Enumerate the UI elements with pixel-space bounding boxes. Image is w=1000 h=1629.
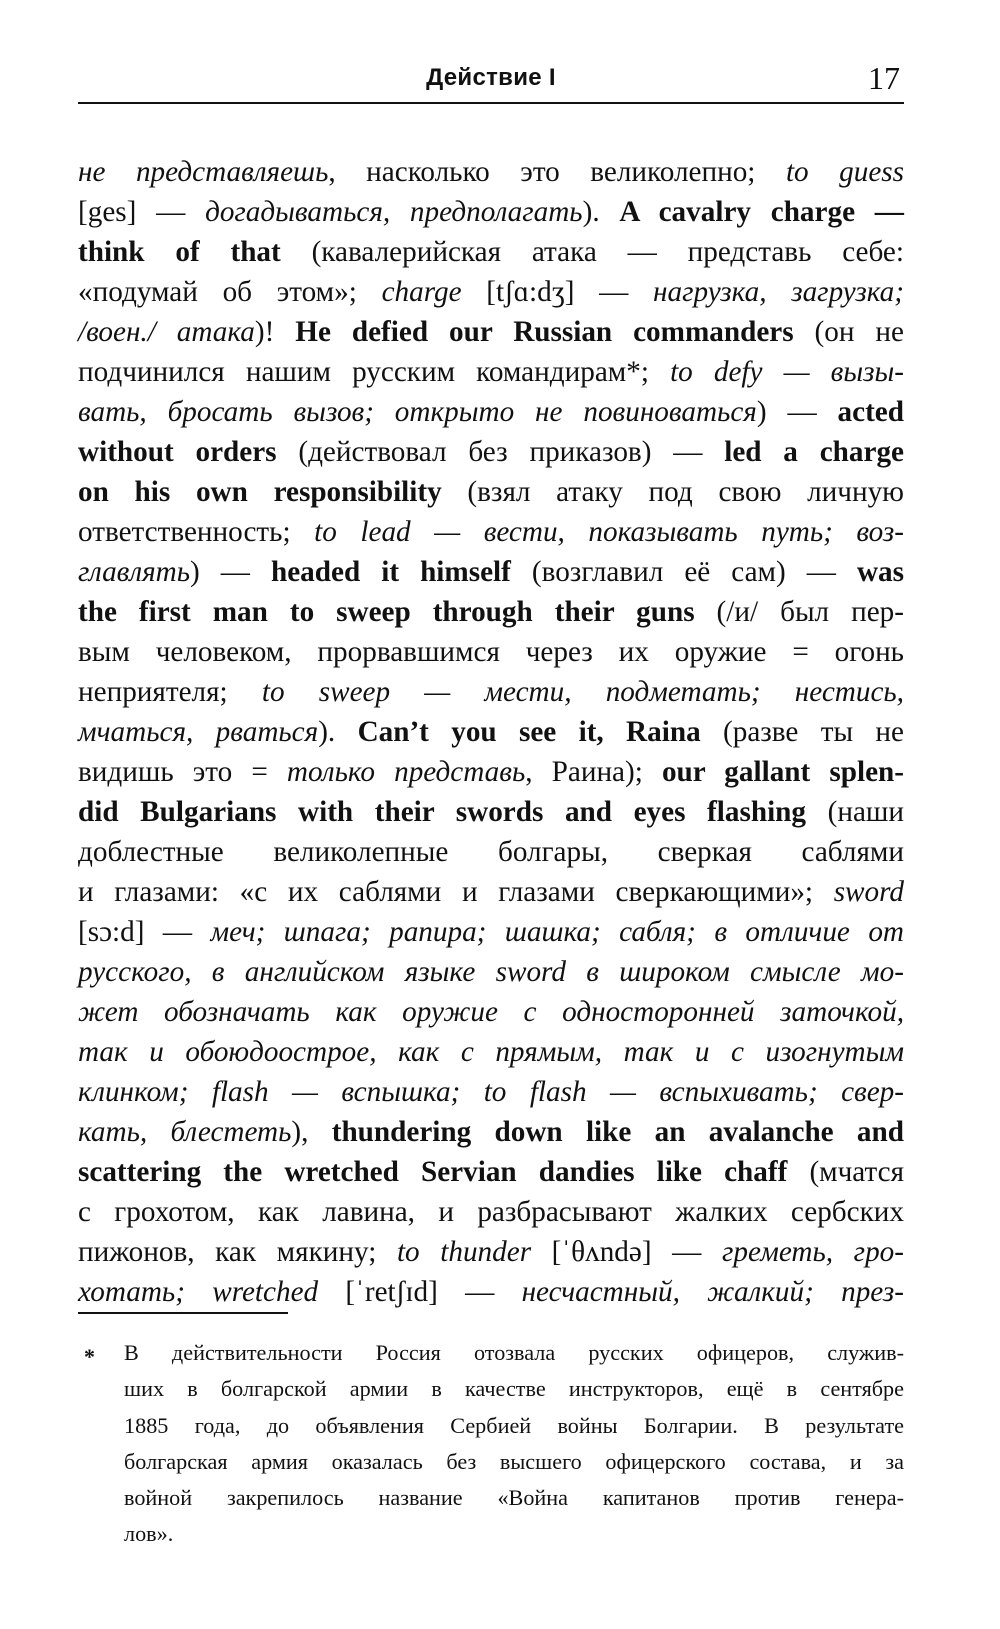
english-phrase: A cavalry charge — (619, 196, 904, 228)
text-run: пижонов, как мякину; (78, 1236, 397, 1268)
italic-gloss: кать, блестеть (78, 1116, 292, 1148)
text-run: )! (254, 316, 296, 348)
text-line (78, 552, 904, 592)
english-phrase: on his own responsibility (78, 476, 442, 508)
italic-gloss: мчаться, рваться (78, 716, 319, 748)
text-line (78, 632, 904, 672)
text-run: ), (291, 1116, 332, 1148)
text-line (78, 872, 904, 912)
english-phrase: He defied our Russian commanders (295, 316, 794, 348)
italic-gloss: догадываться, предполагать (205, 196, 583, 228)
text-run: с грохотом, как лавина, и разбрасывают жалких сербских (78, 1196, 904, 1228)
italic-gloss: charge (381, 276, 462, 308)
text-run: вым человеком, прорвавшимся через их оружие = огонь (78, 636, 904, 668)
text-run: (он не (793, 316, 904, 348)
italic-gloss: только представь (286, 756, 526, 788)
italic-gloss: греметь, гро- (722, 1236, 904, 1268)
english-phrase: was (856, 556, 904, 588)
text-line (78, 952, 904, 992)
main-text (78, 152, 904, 1312)
footnote-line: лов». (124, 1521, 174, 1547)
english-phrase: Can’t you see it, Raina (357, 716, 701, 748)
english-phrase: scattering the wretched Servian dandies like chaff (78, 1156, 788, 1188)
text-line (78, 832, 904, 872)
text-run: [ges] — (78, 196, 206, 228)
text-run: ) — (190, 556, 271, 588)
italic-gloss: хотать; wretched (78, 1276, 319, 1308)
running-header (78, 58, 904, 104)
footnote-line: болгарская армия оказалась без высшего офицерского состава, и за (124, 1448, 904, 1474)
text-line (78, 152, 904, 192)
text-run: [ˈretʃɪd] — (318, 1276, 522, 1308)
text-line (78, 1192, 904, 1232)
english-phrase: led a charge (724, 436, 904, 468)
text-run: «подумай об этом»; (78, 276, 382, 308)
italic-gloss: to sweep — мести, подметать; нестись, (261, 676, 904, 708)
text-run: [sɔ:d] — (78, 916, 211, 948)
text-line (78, 432, 904, 472)
text-run: (разве ты не (700, 716, 904, 748)
text-line (78, 1232, 904, 1272)
italic-gloss: жет обозначать как оружие с односторонней заточкой, (78, 996, 904, 1028)
text-run: (взял атаку под свою личную (441, 476, 904, 508)
text-run: ответственность; (78, 516, 315, 548)
english-phrase: the first man to sweep through their guns (78, 596, 695, 628)
text-run: [ˈθʌndə] — (531, 1236, 722, 1268)
text-run: (мчатся (787, 1156, 904, 1188)
text-run: доблестные великолепные болгары, сверкая саблями (78, 836, 904, 868)
footnote-line: ших в болгарской армии в качестве инструкторов, ещё в сентябре (124, 1376, 904, 1402)
english-phrase: acted (837, 396, 904, 428)
english-phrase: thundering down like an avalanche and (331, 1116, 904, 1148)
text-line (78, 512, 904, 552)
text-line (78, 1032, 904, 1072)
text-line (78, 1152, 904, 1192)
text-line (78, 672, 904, 712)
english-phrase: our gallant splen- (661, 756, 904, 788)
text-run: подчинился нашим русским командирам*; (78, 356, 671, 388)
text-run: (возглавил её сам) — (510, 556, 857, 588)
italic-gloss: to lead — вести, показывать путь; воз- (314, 516, 904, 548)
text-line (78, 1072, 904, 1112)
text-line (78, 752, 904, 792)
text-run: , Раина); (525, 756, 662, 788)
italic-gloss: to thunder (396, 1236, 532, 1268)
page-number: 17 (868, 60, 900, 96)
text-line (78, 272, 904, 312)
italic-gloss: sword (833, 876, 904, 908)
text-line (78, 352, 904, 392)
text-run: (наши (806, 796, 904, 828)
italic-gloss: /воен./ атака (78, 316, 255, 348)
text-run: (действовал без приказов) — (276, 436, 725, 468)
english-phrase: without orders (78, 436, 277, 468)
english-phrase: headed it himself (270, 556, 511, 588)
text-run: и глазами: «с их саблями и глазами сверкающими»; (78, 876, 834, 908)
english-phrase: did Bulgarians with their swords and eyes flashing (78, 796, 807, 828)
italic-gloss: нагрузка, загрузка; (653, 276, 904, 308)
text-line (78, 392, 904, 432)
italic-gloss: to defy — вызы- (670, 356, 904, 388)
text-line (78, 232, 904, 272)
text-run: [tʃɑ:dʒ] — (461, 276, 654, 308)
text-run: неприятеля; (78, 676, 262, 708)
italic-gloss: так и обоюдоострое, как с прямым, так и с изогнутым (78, 1036, 904, 1068)
text-run: , насколько это великолепно; (328, 156, 786, 188)
italic-gloss: to guess (785, 156, 905, 188)
italic-gloss: не представляешь (78, 156, 329, 188)
text-run: (/и/ был пер- (694, 596, 904, 628)
italic-gloss: клинком; flash — вспышка; to flash — вспыхивать; свер- (78, 1076, 904, 1108)
footnote-line: войной закрепилось название «Война капитанов против генера- (124, 1485, 904, 1511)
text-run: (кавалерийская атака — представь себе: (280, 236, 904, 268)
text-line (78, 912, 904, 952)
text-line (78, 712, 904, 752)
text-run: видишь это = (78, 756, 287, 788)
footnote-divider (78, 1312, 288, 1314)
footnote-line: В действительности Россия отозвала русских офицеров, служив- (124, 1340, 904, 1365)
footnote-text (124, 1335, 904, 1553)
text-line (78, 312, 904, 352)
text-run: ). (318, 716, 358, 748)
italic-gloss: несчастный, жалкий; през- (521, 1276, 904, 1308)
english-phrase: think of that (78, 236, 281, 268)
italic-gloss: меч; шпага; рапира; шашка; сабля; в отличие от (210, 916, 904, 948)
italic-gloss: главлять (78, 556, 191, 588)
text-line (78, 472, 904, 512)
chapter-title: Действие I (426, 64, 556, 91)
text-run: ) — (756, 396, 838, 428)
footnote-line: 1885 года, до объявления Сербией войны Болгарии. В результате (124, 1412, 904, 1438)
italic-gloss: вать, бросать вызов; открыто не повиноваться (78, 396, 757, 428)
text-line (78, 1272, 904, 1312)
footnote-marker: * (84, 1344, 95, 1369)
text-line (78, 592, 904, 632)
text-line (78, 192, 904, 232)
text-line (78, 1112, 904, 1152)
italic-gloss: русского, в английском языке sword в широком смысле мо- (78, 956, 904, 988)
text-run: ). (582, 196, 620, 228)
footnote (78, 1335, 904, 1553)
text-line (78, 792, 904, 832)
text-line (78, 992, 904, 1032)
